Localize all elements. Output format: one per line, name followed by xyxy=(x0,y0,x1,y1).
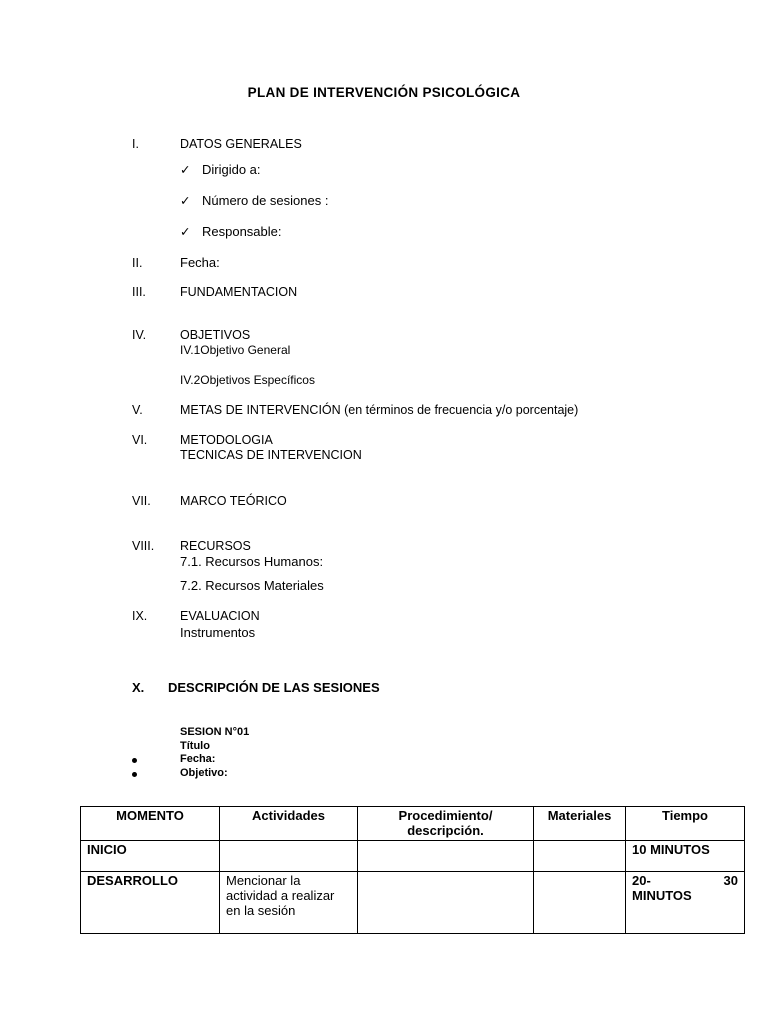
section-heading-objetivos: OBJETIVOS xyxy=(180,328,251,342)
session-number: SESION N°01 xyxy=(180,726,250,738)
cell-procedimiento xyxy=(358,841,534,872)
page-title: PLAN DE INTERVENCIÓN PSICOLÓGICA xyxy=(247,85,521,100)
checkmark-icon: ✓ xyxy=(180,194,191,208)
session-date: Fecha: xyxy=(180,753,216,765)
header-tiempo: Tiempo xyxy=(626,807,745,841)
cell-momento: INICIO xyxy=(81,841,220,872)
subsection-objetivo-general: IV.1Objetivo General xyxy=(180,343,291,357)
tiempo-end: 30 xyxy=(723,873,738,888)
table-row xyxy=(81,841,745,872)
section-heading-descripcion-sesiones: DESCRIPCIÓN DE LAS SESIONES xyxy=(168,680,380,695)
checklist-item-responsable xyxy=(180,224,282,239)
table-header-row xyxy=(81,807,745,841)
section-number-6: VI. xyxy=(132,433,148,447)
subsection-instrumentos: Instrumentos xyxy=(180,625,256,640)
session-title: Título xyxy=(180,740,210,752)
cell-momento: DESARROLLO xyxy=(81,872,220,934)
session-plan-table xyxy=(80,806,745,934)
section-number-9: IX. xyxy=(132,609,148,623)
section-heading-datos-generales: DATOS GENERALES xyxy=(180,137,302,151)
header-materiales: Materiales xyxy=(534,807,626,841)
subsection-recursos-materiales: 7.2. Recursos Materiales xyxy=(180,578,324,593)
section-heading-metas: METAS DE INTERVENCIÓN (en términos de frecuencia y/o porcentaje) xyxy=(180,403,579,417)
header-momento: MOMENTO xyxy=(81,807,220,841)
cell-materiales xyxy=(534,841,626,872)
header-procedimiento: Procedimiento/ descripción. xyxy=(358,807,534,841)
section-heading-marco-teorico: MARCO TEÓRICO xyxy=(180,494,287,508)
section-number-1: I. xyxy=(132,137,139,151)
cell-tiempo: 10 MINUTOS xyxy=(626,841,745,872)
bullet-icon xyxy=(132,758,137,763)
checklist-item-sesiones xyxy=(180,193,328,208)
section-heading-fundamentacion: FUNDAMENTACION xyxy=(180,285,298,299)
checklist-label: Responsable: xyxy=(202,224,282,239)
checkmark-icon: ✓ xyxy=(180,225,191,239)
checklist-label: Número de sesiones : xyxy=(202,193,329,208)
section-heading-recursos: RECURSOS xyxy=(180,539,251,553)
session-objective: Objetivo: xyxy=(180,767,228,779)
tiempo-range xyxy=(632,873,738,888)
cell-tiempo xyxy=(626,872,745,934)
subsection-objetivos-especificos: IV.2Objetivos Específicos xyxy=(180,373,315,387)
cell-actividades: Mencionar la actividad a realizar en la sesión xyxy=(220,872,358,934)
section-number-7: VII. xyxy=(132,494,151,508)
checkmark-icon: ✓ xyxy=(180,163,191,177)
cell-procedimiento xyxy=(358,872,534,934)
section-heading-metodologia: METODOLOGIA xyxy=(180,433,273,447)
cell-actividades xyxy=(220,841,358,872)
section-number-5: V. xyxy=(132,403,143,417)
section-number-2: II. xyxy=(132,256,143,270)
table-row xyxy=(81,872,745,934)
bullet-icon xyxy=(132,772,137,777)
checklist-label: Dirigido a: xyxy=(202,162,261,177)
section-heading-fecha: Fecha: xyxy=(180,255,220,270)
cell-materiales xyxy=(534,872,626,934)
tiempo-start: 20- xyxy=(632,873,651,888)
checklist-item-dirigido xyxy=(180,162,261,177)
tiempo-unit: MINUTOS xyxy=(632,888,692,903)
section-number-8: VIII. xyxy=(132,539,155,553)
section-heading-evaluacion: EVALUACION xyxy=(180,609,260,623)
section-number-4: IV. xyxy=(132,328,147,342)
header-actividades: Actividades xyxy=(220,807,358,841)
section-number-3: III. xyxy=(132,285,146,299)
section-number-10: X. xyxy=(132,680,145,695)
subsection-recursos-humanos: 7.1. Recursos Humanos: xyxy=(180,554,324,569)
subsection-tecnicas: TECNICAS DE INTERVENCION xyxy=(180,448,362,462)
